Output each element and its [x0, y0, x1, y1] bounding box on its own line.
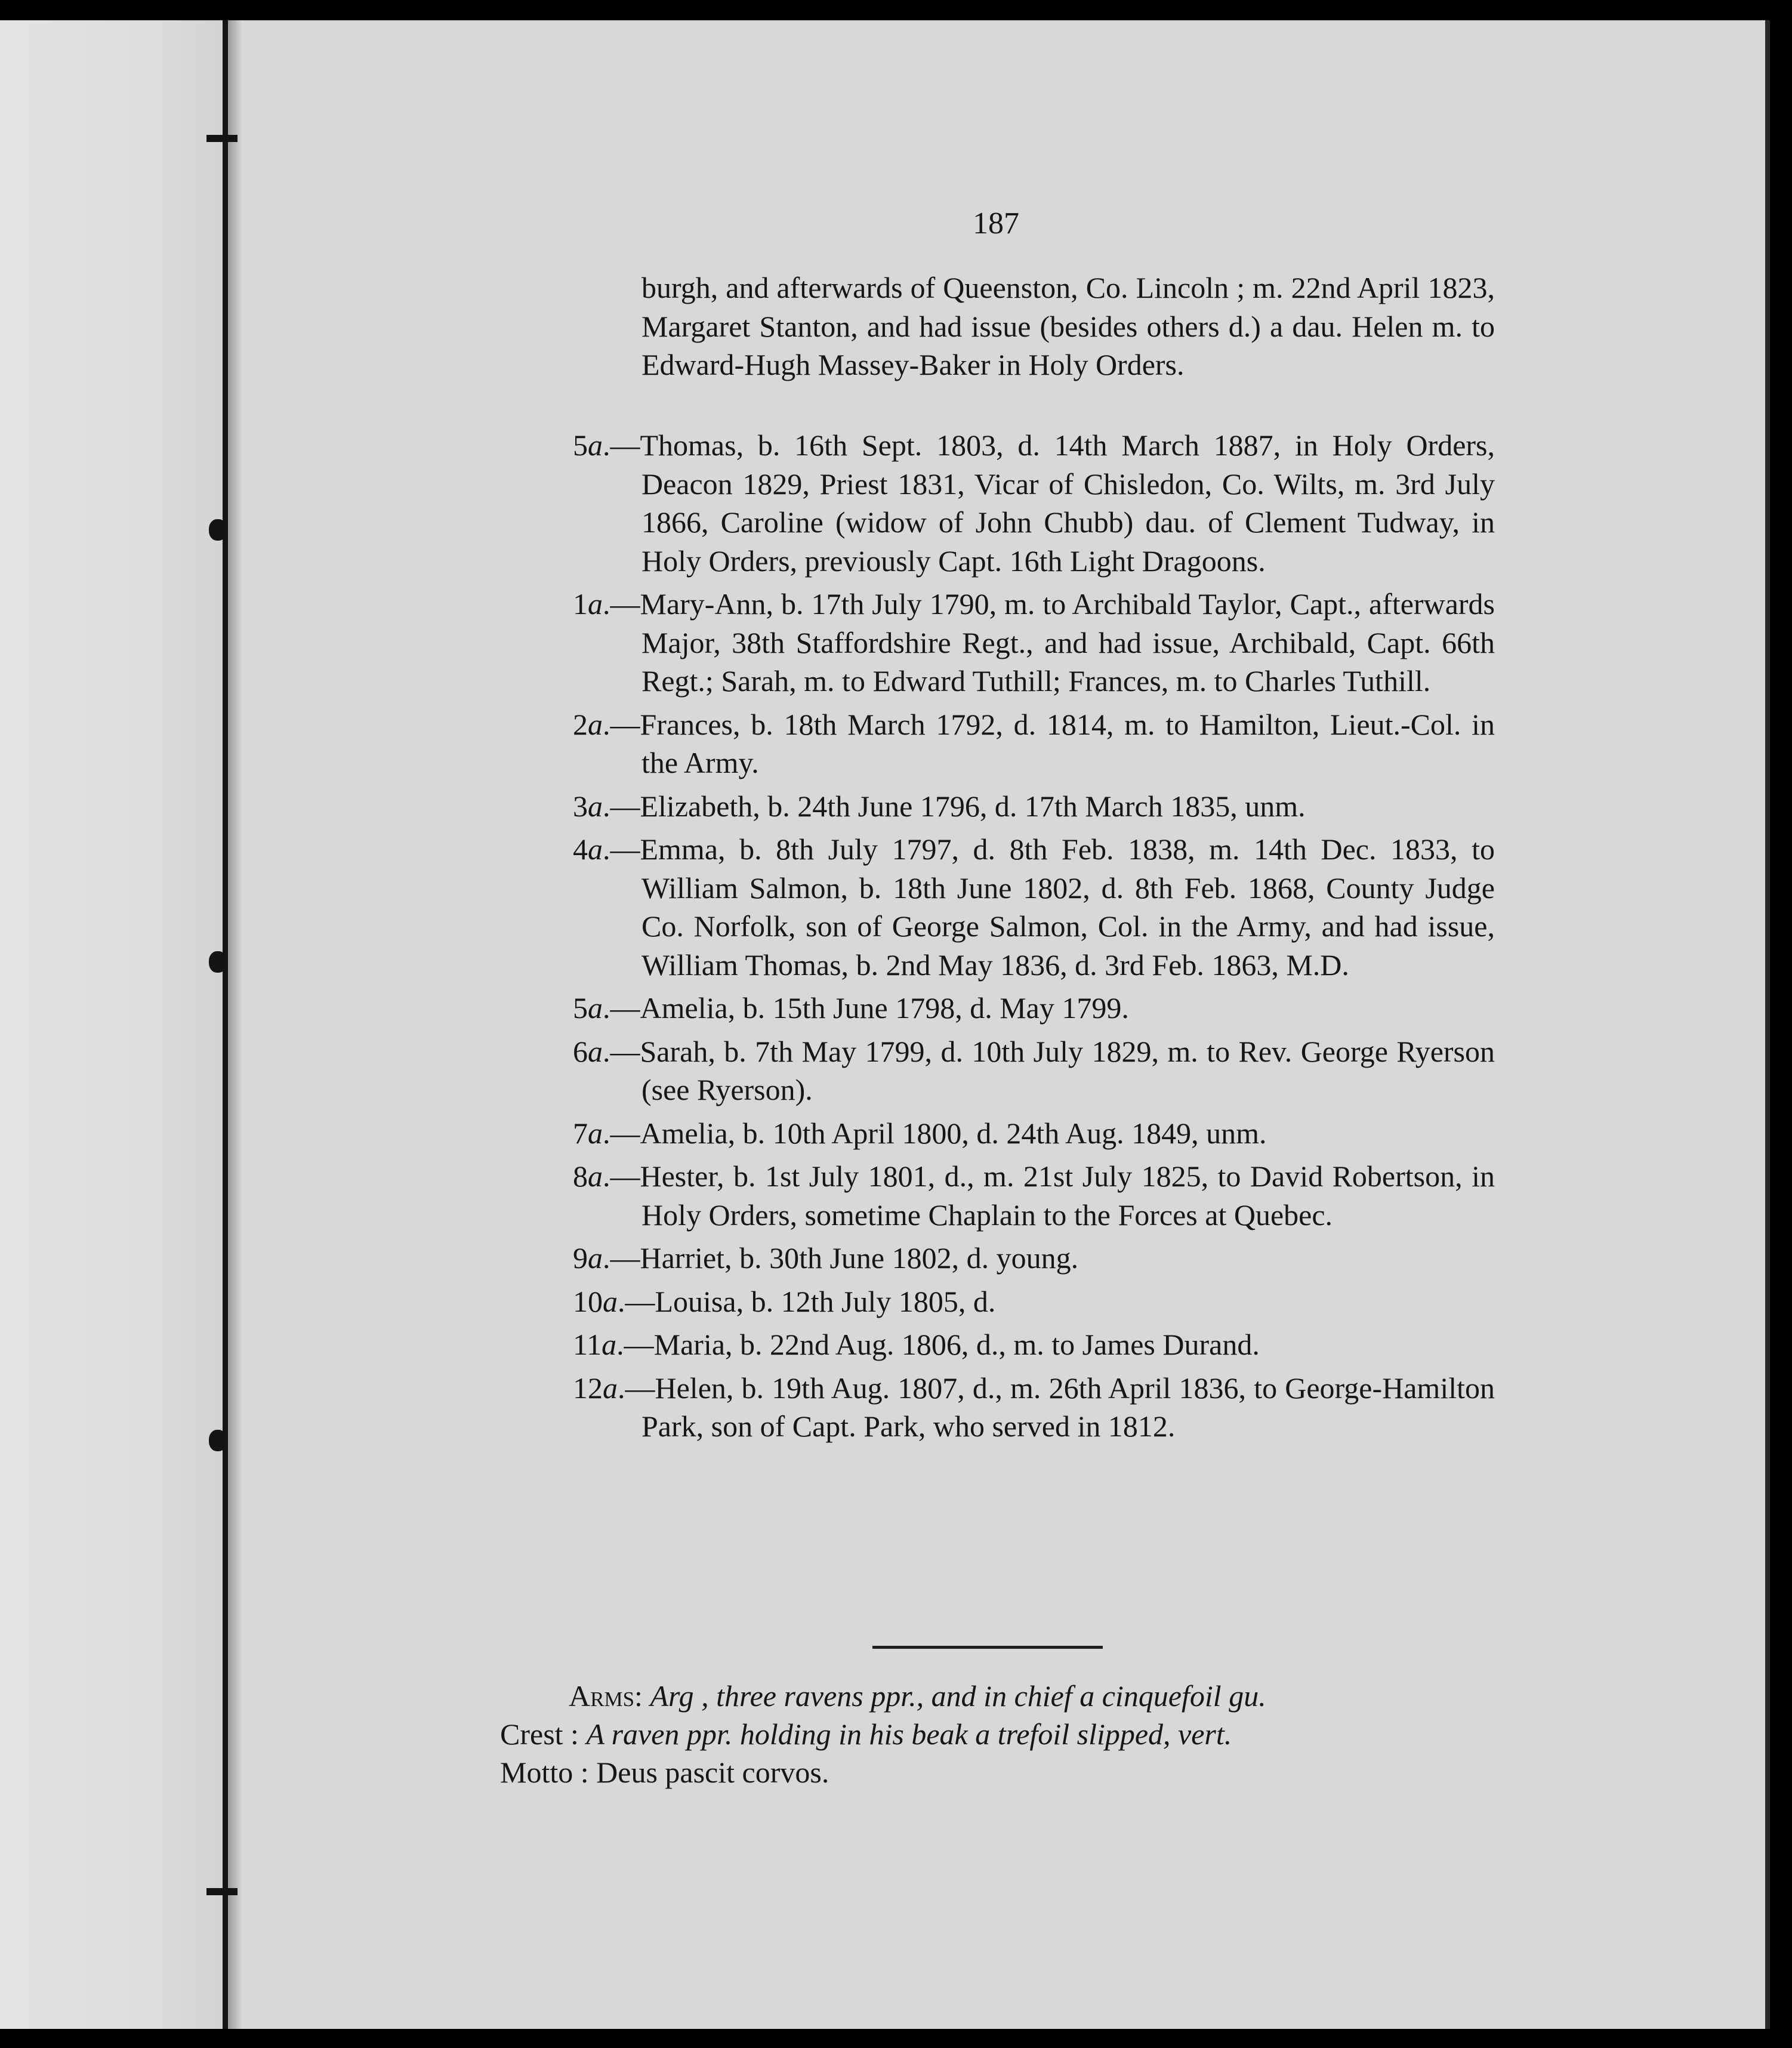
entry-item: [573, 1239, 1495, 1278]
binding-tick: [206, 1888, 238, 1895]
continued-paragraph: burgh, and afterwards of Queenston, Co. Lincoln ; m. 22nd April 1823, Margaret Stanton, and had issue (besides others d.) a dau. Helen m. to Edward-Hugh Massey-Baker in Holy Orders.: [641, 271, 1495, 381]
entry-number: 5a.—: [573, 428, 640, 462]
motto-text: Deus pascit corvos.: [596, 1756, 829, 1789]
binding-knot: [209, 519, 227, 541]
entry-number: 5a.—: [573, 991, 640, 1025]
entry-item: [573, 1032, 1495, 1109]
entry-item: [573, 830, 1495, 984]
entry-item: [573, 1114, 1495, 1153]
entry-item: [573, 1369, 1495, 1446]
entry-text: Amelia, b. 15th June 1798, d. May 1799.: [640, 991, 1129, 1025]
genealogy-entries: [573, 426, 1495, 1451]
gutter-shadow: [228, 20, 242, 2029]
binding-knot: [209, 1430, 227, 1451]
entry-number: 6a.—: [573, 1034, 640, 1068]
entry-text: Helen, b. 19th Aug. 1807, d., m. 26th April 1836, to George-Hamilton Park, son of Capt. Park, who served in 1812.: [641, 1371, 1495, 1443]
page-edge: [1765, 20, 1770, 2029]
crest-text: A raven ppr. holding in his beak a trefoil slipped, vert.: [586, 1717, 1232, 1751]
entry-text: Mary-Ann, b. 17th July 1790, m. to Archibald Taylor, Capt., afterwards Major, 38th Staffordshire Regt., and had issue, Archibald, Capt. 66th Regt.; Sarah, m. to Edward Tuthill; Frances, m. to Charles Tuthill.: [640, 587, 1495, 698]
entry-item: [573, 787, 1495, 826]
binding-tick: [206, 135, 238, 142]
left-page-margin: [0, 20, 224, 2029]
crest-line: [500, 1715, 1491, 1753]
entry-text: Amelia, b. 10th April 1800, d. 24th Aug. 1849, unm.: [640, 1116, 1267, 1150]
section-divider: [872, 1646, 1103, 1649]
entry-text: Frances, b. 18th March 1792, d. 1814, m. to Hamilton, Lieut.-Col. in the Army.: [640, 707, 1495, 779]
entry-item: [573, 705, 1495, 782]
binding-knot: [209, 951, 227, 973]
motto-label: Motto :: [500, 1756, 589, 1789]
entry-text: Thomas, b. 16th Sept. 1803, d. 14th March 1887, in Holy Orders, Deacon 1829, Priest 1831, Vicar of Chisledon, Co. Wilts, m. 3rd July 1866, Caroline (widow of John Chubb) dau. of Clement Tudway, in Holy Orders, previously Capt. 16th Light Dragoons.: [640, 428, 1495, 578]
entry-item: [573, 1325, 1495, 1364]
entry-text: Sarah, b. 7th May 1799, d. 10th July 1829, m. to Rev. George Ryerson (see Ryerson).: [640, 1034, 1495, 1106]
entry-item: [573, 426, 1495, 580]
entry-number: 3a.—: [573, 789, 640, 823]
entry-number: 10a.—: [573, 1284, 655, 1318]
entry-number: 9a.—: [573, 1241, 640, 1275]
entry-number: 4a.—: [573, 832, 640, 866]
entry-number: 8a.—: [573, 1159, 640, 1193]
entry-item: [573, 989, 1495, 1028]
entry-text: Harriet, b. 30th June 1802, d. young.: [640, 1241, 1079, 1275]
motto-line: [500, 1753, 1491, 1791]
arms-label: Arms:: [569, 1679, 643, 1713]
crest-label: Crest :: [500, 1717, 579, 1751]
entry-number: 7a.—: [573, 1116, 640, 1150]
entry-item: [573, 1282, 1495, 1321]
entry-item: [573, 585, 1495, 701]
entry-number: 11a.—: [573, 1328, 654, 1361]
entry-number: 12a.—: [573, 1371, 655, 1405]
arms-line: [500, 1677, 1491, 1715]
entry-number: 2a.—: [573, 707, 640, 741]
page-number: 187: [973, 206, 1019, 240]
entry-text: Maria, b. 22nd Aug. 1806, d., m. to James Durand.: [653, 1328, 1260, 1361]
entry-text: Hester, b. 1st July 1801, d., m. 21st July 1825, to David Robertson, in Holy Orders, sometime Chaplain to the Forces at Quebec.: [640, 1159, 1495, 1232]
arms-text: Arg , three ravens ppr., and in chief a cinquefoil gu.: [650, 1679, 1266, 1713]
entry-text: Elizabeth, b. 24th June 1796, d. 17th March 1835, unm.: [640, 789, 1306, 823]
entry-number: 1a.—: [573, 587, 640, 621]
entry-text: Emma, b. 8th July 1797, d. 8th Feb. 1838, m. 14th Dec. 1833, to William Salmon, b. 18th June 1802, d. 8th Feb. 1868, County Judge Co. Norfolk, son of George Salmon, Col. in the Army, and had issue, William Thomas, b. 2nd May 1836, d. 3rd Feb. 1863, M.D.: [640, 832, 1495, 982]
entry-text: Louisa, b. 12th July 1805, d.: [655, 1284, 996, 1318]
heraldry-block: [500, 1677, 1491, 1791]
entry-item: [573, 1157, 1495, 1234]
binding-gutter: [223, 20, 228, 2029]
